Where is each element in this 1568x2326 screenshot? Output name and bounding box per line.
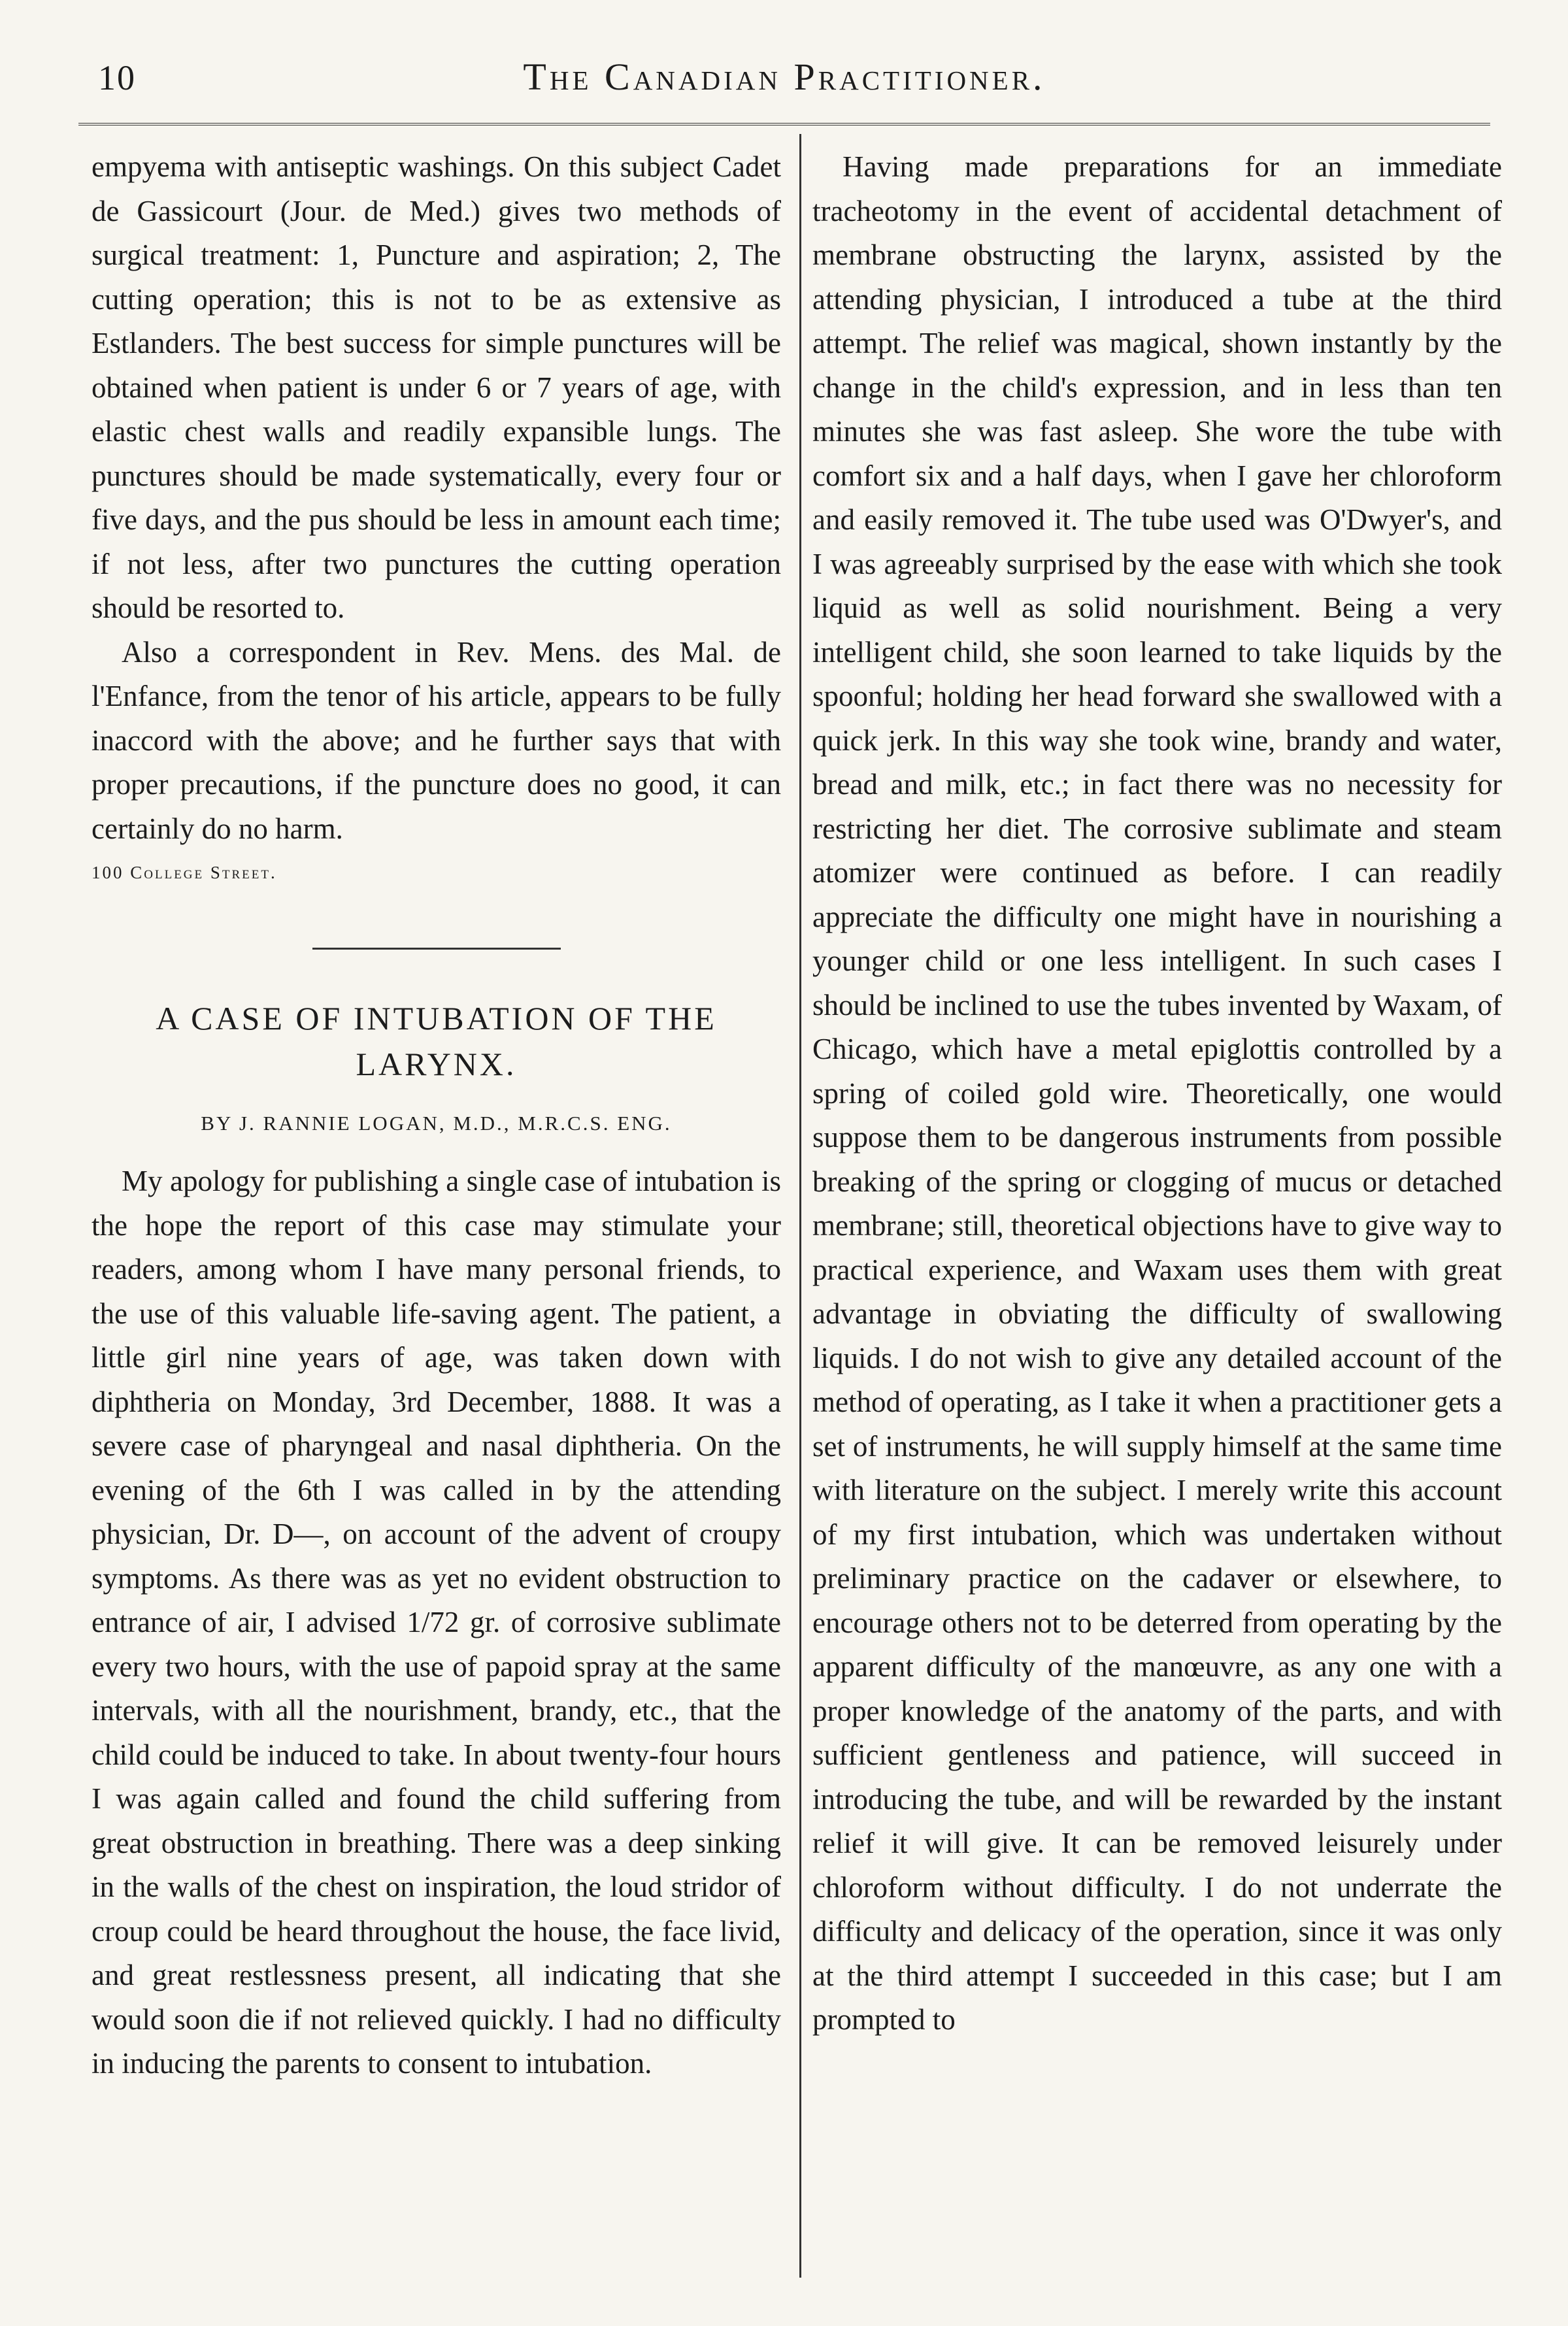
- paragraph-case-intro: My apology for publishing a single case of intubation is the hope the report of this case may stimulate your readers, among whom I have many personal friends, to the use of this valuable life-saving agent. The patient, a little girl nine years of age, was taken down with diphtheria on Monday, 3rd December, 1888. It was a severe case of pharyngeal and nasal diphtheria. On the evening of the 6th I was called in by the attending physician, Dr. D—, on account of the advent of croupy symptoms. As there was as yet no evident obstruction to entrance of air, I advised 1/72 gr. of corrosive sublimate every two hours, with the use of papoid spray at the same intervals, with all the nourishment, brandy, etc., that the child could be induced to take. In about twenty-four hours I was again called and found the child suffering from great obstruction in breathing. There was a deep sinking in the walls of the chest on inspiration, the loud stridor of croup could be heard throughout the house, the face livid, and great restlessness present, all indicating that she would soon die if not relieved quickly. I had no difficulty in inducing the parents to consent to intubation.: [92, 1165, 781, 2080]
- section-divider: [312, 948, 561, 950]
- article-title: A CASE OF INTUBATION OF THE LARYNX.: [156, 999, 717, 1082]
- paragraph-case-continued: Having made preparations for an immediate tracheotomy in the event of accidental detachment of membrane obstructing the larynx, assisted by the attending physician, I introduced a tube at the third attempt. The relief was magical, shown instantly by the change in the child's expression, and in less than ten minutes she was fast asleep. She wore the tube with comfort six and a half days, when I gave her chloroform and easily removed it. The tube used was O'Dwyer's, and I was agreeably surprised by the ease with which she took liquid as well as solid nourishment. Being a very intelligent child, she soon learned to take liquids by the spoonful; holding her head forward she swallowed with a quick jerk. In this way she took wine, brandy and water, bread and milk, etc.; in fact there was no necessity for restricting her diet. The corrosive sublimate and steam atomizer were continued as before. I can readily appreciate the difficulty one might have in nourishing a younger child or one less intelligent. In such cases I should be inclined to use the tubes invented by Waxam, of Chicago, which have a metal epiglottis controlled by a spring of coiled gold wire. Theoretically, one would suppose them to be dangerous instruments from possible breaking of the spring or clogging of mucus or detached membrane; still, theoretical objections have to give way to practical experience, and Waxam uses them with great advantage in obviating the difficulty of swallowing liquids. I do not wish to give any detailed account of the method of operating, as I take it when a practitioner gets a set of instruments, he will supply himself at the same time with literature on the subject. I merely write this account of my first intubation, which was undertaken without preliminary practice on the cadaver or elsewhere, to encourage others not to be deterred from operating by the apparent difficulty of the manœuvre, as any one with a proper knowledge of the anatomy of the parts, and with sufficient gentleness and patience, will succeed in introducing the tube, and will be rewarded by the instant relief it will give. It can be removed leisurely under chloroform without difficulty. I do not underrate the difficulty and delicacy of the operation, since it was only at the third attempt I succeeded in this case; but I am prompted to: [812, 150, 1502, 2036]
- running-title: The Canadian Practitioner.: [523, 56, 1046, 98]
- paragraph-empyema: empyema with antiseptic washings. On this subject Cadet de Gassicourt (Jour. de Med.) gives two methods of surgical treatment: 1, Puncture and aspiration; 2, The cutting operation; this is not to be as extensive as Estlanders. The best success for simple punctures will be obtained when patient is under 6 or 7 years of age, with elastic chest walls and readily expansible lungs. The punctures should be made systematically, every four or five days, and the pus should be less in amount each time; if not less, after two punctures the cutting operation should be resorted to.: [92, 150, 781, 624]
- right-column: [812, 145, 1502, 2042]
- author-address: 100 College Street.: [92, 863, 277, 882]
- header-rule: [78, 123, 1490, 125]
- paragraph-correspondent: Also a correspondent in Rev. Mens. des Mal. de l'Enfance, from the tenor of his article, appears to be fully inaccord with the above; and he further says that with proper precautions, if the puncture does no good, it can certainly do no harm.: [92, 635, 781, 845]
- column-divider: [799, 134, 801, 2278]
- article-byline: BY J. RANNIE LOGAN, M.D., M.R.C.S. ENG.: [201, 1111, 672, 1135]
- page-number: 10: [98, 58, 136, 97]
- left-column: [92, 145, 781, 2086]
- page-header: [78, 26, 1490, 105]
